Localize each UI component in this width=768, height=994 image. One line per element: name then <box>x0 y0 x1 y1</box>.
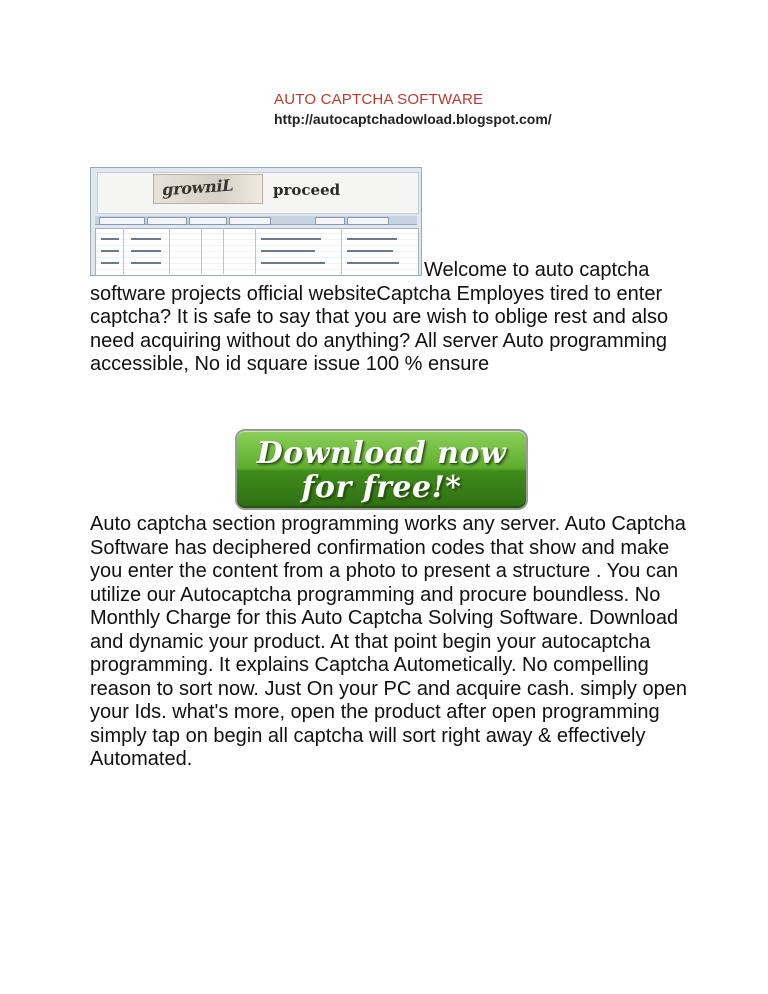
grid-cell-text <box>261 250 315 252</box>
captcha-text: growniL <box>161 175 235 200</box>
captcha-answer: proceed <box>273 181 341 199</box>
screenshot-tool-button <box>315 217 345 225</box>
grid-cell-text <box>131 250 161 252</box>
grid-cell-text <box>101 250 119 252</box>
blog-url-link[interactable]: http://autocaptchadowload.blogspot.com/ <box>274 111 552 127</box>
body-paragraph: Auto captcha section programming works any server. Auto Captcha Software has deciphered confirmation codes that show and make you enter the content from a photo to present a structure . You can utilize our Autocaptcha programming and procure boundless. No Monthly Charge for this Auto Captcha Solving Software. Download and dynamic your product. At that point begin your autocaptcha programming. It explains Captcha Autometically. No compelling reason to sort now. Just On your PC and acquire cash. simply open your Ids. what's more, open the product after open programming simply tap on begin all captcha will sort right away & effectively Automated. <box>90 513 687 770</box>
page-title: AUTO CAPTCHA SOFTWARE <box>274 91 484 108</box>
screenshot-tool-button <box>189 217 227 225</box>
download-button[interactable] <box>235 429 528 510</box>
grid-cell-text <box>347 238 397 240</box>
screenshot-tool-button <box>99 217 145 225</box>
grid-cell-text <box>131 238 161 240</box>
screenshot-tool-button <box>347 217 389 225</box>
grid-cell-text <box>261 238 321 240</box>
screenshot-tool-button <box>229 217 271 225</box>
grid-cell-text <box>101 238 119 240</box>
screenshot-tool-button <box>147 217 187 225</box>
download-button-sublabel: for free!* <box>301 470 462 505</box>
grid-cell-text <box>347 250 393 252</box>
intro-paragraph: Welcome to auto captcha software projects official websiteCaptcha Employes tired to enter captcha? It is safe to say that you are wish to oblige rest and also need acquiring without do anything? All server Auto programming accessible, No id square issue 100 % ensure <box>90 259 669 375</box>
download-button-label: Download now <box>256 436 507 471</box>
